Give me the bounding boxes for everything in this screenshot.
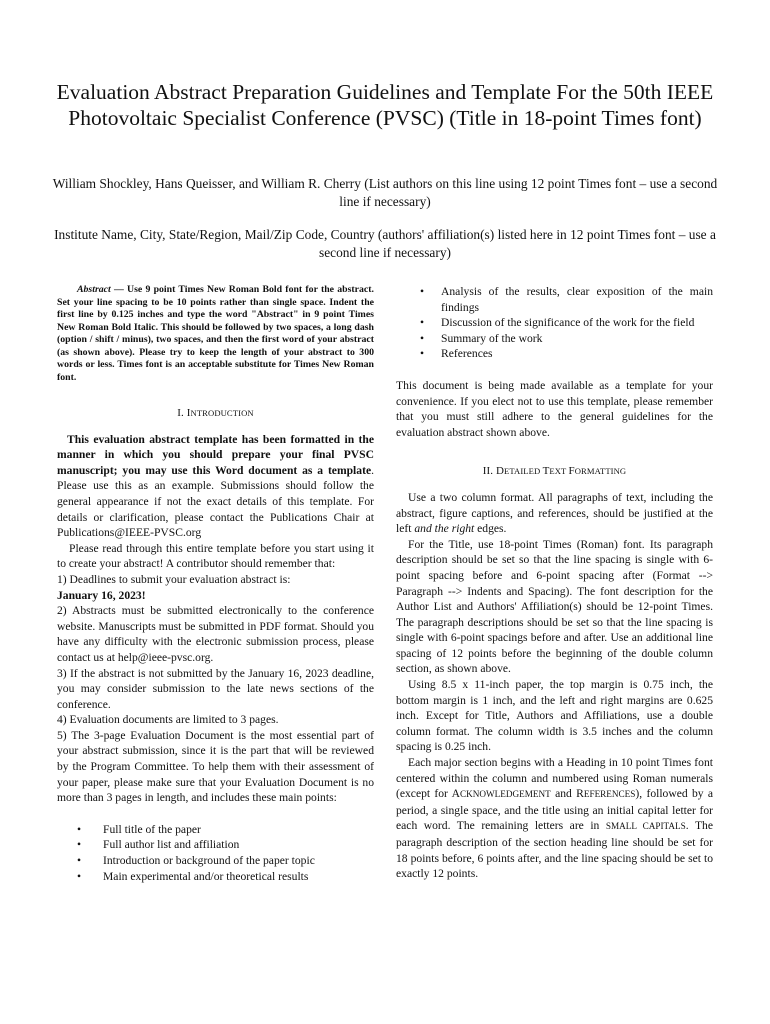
formatting-text: edges. (474, 522, 507, 536)
formatting-text: Use a two column format. All paragraphs of text, including the abstract, figure captions, and references, should be justified at the left (396, 490, 713, 536)
heading-part: II. D (482, 465, 505, 478)
heading-part: NTRODUCTION (190, 408, 254, 418)
left-column (57, 284, 374, 884)
bullet-text: Discussion of the significance of the work for the field (441, 316, 695, 330)
formatting-text: Each major section begins with a Heading in 10 point Times font centered within the column and numbered using Roman numerals (except for A (396, 756, 713, 801)
list-item-2: 2) Abstracts must be submitted electronically to the conference website. Manuscripts must be submitted in PDF format. Should you have any difficulty with the electronic submission process, please contact us at help@ieee-pvsc.org. (57, 604, 374, 664)
bullet-item (396, 315, 713, 331)
bullet-item (396, 331, 713, 347)
heading-part: ETAILED (504, 466, 543, 477)
intro-paragraph-2: Please read through this entire template before you start using it to create your abstract! A contributor should remember that: (57, 541, 374, 571)
bullet-glyph: • (77, 838, 82, 852)
bullet-text: Analysis of the results, clear exposition of the main findings (441, 285, 713, 314)
bullet-text: Full title of the paper (103, 822, 201, 836)
formatting-paragraph-2: For the Title, use 18-point Times (Roman) font. Its paragraph description should be set so that the line spacing is single with 6-point spacing before and 6-point spacing after (Format --> Paragraph --> Indents and Spacing). The font description for the Author List and Authors' Affiliation(s) should be 12-point Times. The paragraph descriptions should be set so that the line spacing is single with 6-point spacings before and after. Use an additional line spacing of 12 points before the beginning of the double column section, as shown above. (396, 537, 713, 676)
bullet-item (57, 869, 374, 885)
main-points-list-continued (396, 284, 713, 362)
formatting-italic: and the right (414, 522, 475, 536)
formatting-text: ), followed by a period, a single space, and the title using an initial capital letter for each word. The remaining letters are in (396, 787, 713, 833)
heading-part: ORMATTING (574, 466, 627, 477)
abstract-text: Use 9 point Times New Roman Bold font for the abstract. Set your line spacing to be 10 points rather than single space. Indent the first line by 0.125 inches and type the word "Abstract" in 9 point Times New Roman Bold Italic. This should be followed by two spaces, a long dash (option / shift / minus), two spaces, and then the first word of your abstract (as shown above). Please try to keep the length of your abstract to 300 words or less. Times font is an acceptable substitute for Times New Roman font. (57, 284, 374, 383)
abstract-dash: — (110, 284, 127, 295)
abstract-label: Abstract (77, 284, 111, 295)
bullet-item (57, 853, 374, 869)
affiliation-line: Institute Name, City, State/Region, Mail/Zip Code, Country (authors' affiliation(s) listed here in 12 point Times font – use a second line if necessary) (54, 227, 716, 260)
list-item-1: 1) Deadlines to submit your evaluation abstract is: (57, 572, 291, 586)
bullet-item (57, 822, 374, 838)
bullet-glyph: • (420, 347, 425, 361)
right-column (396, 284, 713, 882)
section-heading-introduction (57, 406, 374, 422)
intro-bold-lead: This evaluation abstract template has been formatted in the manner in which you should prepare your final PVSC manuscript; you may use this Word document as a template (57, 432, 374, 477)
bullet-glyph: • (77, 822, 82, 836)
bullet-text: References (441, 347, 493, 361)
intro-paragraph-1 (57, 432, 374, 541)
deadline-date: January 16, 2023! (57, 588, 146, 602)
bullet-glyph: • (420, 331, 425, 345)
bullet-item (396, 346, 713, 362)
formatting-smallcaps: SMALL CAPITALS (605, 821, 686, 832)
list-item-4: 4) Evaluation documents are limited to 3 pages. (57, 713, 279, 727)
paper-title: Evaluation Abstract Preparation Guidelines and Template For the 50th IEEE Photovoltaic Specialist Conference (PVSC) (Title in 18-point Times font) (56, 80, 714, 130)
template-note-paragraph: This document is being made available as a template for your convenience. If you elect not to use this template, please remember that you must still adhere to the general guidelines for the evaluation abstract shown above. (396, 378, 713, 439)
bullet-glyph: • (77, 869, 82, 883)
bullet-glyph: • (420, 285, 425, 298)
list-item-5: 5) The 3-page Evaluation Document is the most essential part of your abstract submission, since it is the part that will be reviewed by the Program Committee. To help them with their assessment of your paper, please make sure that your Evaluation Document is no more than 3 pages in length, and includes these main points: (57, 728, 374, 805)
bullet-glyph: • (77, 854, 82, 868)
formatting-paragraph-3: Using 8.5 x 11-inch paper, the top margin is 0.75 inch, the bottom margin is 1 inch, and the left and right margins are 0.625 inch. Except for Title, Authors and Affiliations, use a double column format. The column width is 3.5 inches and the column spacing is 0.25 inch. (396, 678, 713, 754)
section-heading-formatting (396, 464, 713, 480)
bullet-text: Summary of the work (441, 331, 543, 345)
heading-part: EXT (549, 466, 569, 477)
bullet-text: Main experimental and/or theoretical results (103, 869, 309, 883)
formatting-smallcaps: CKNOWLEDGEMENT (459, 789, 551, 800)
bullet-item (396, 284, 713, 315)
formatting-text: . The paragraph description of the section heading line should be set for 18 points before, 6 points after, and the line spacing should be set to exactly 12 points. (396, 819, 713, 881)
list-item-3: 3) If the abstract is not submitted by the January 16, 2023 deadline, you may consider submission to the late news sections of the conference. (57, 666, 374, 711)
bullet-glyph: • (420, 316, 425, 330)
bullet-item (57, 837, 374, 853)
bullet-text: Introduction or background of the paper topic (103, 854, 315, 868)
intro-text: . Please use this as an example. Submissions should follow the general appearance if not the exact details of this template. For details or clarification, please contact the Publications Chair at Publications@IEEE-PVSC.org (57, 463, 374, 540)
main-points-list (57, 822, 374, 884)
bullet-text: Full author list and affiliation (103, 838, 240, 852)
author-list: William Shockley, Hans Queisser, and William R. Cherry (List authors on this line using 12 point Times font – use a second line if necessary) (52, 176, 718, 209)
heading-part: F (568, 465, 575, 478)
heading-part: I. I (177, 407, 191, 419)
heading-part: T (542, 465, 550, 478)
formatting-paragraph-1 (396, 490, 713, 537)
formatting-text: and R (550, 787, 584, 801)
abstract-paragraph (57, 284, 374, 384)
formatting-smallcaps: EFERENCES (583, 789, 636, 800)
formatting-paragraph-4 (396, 755, 713, 882)
